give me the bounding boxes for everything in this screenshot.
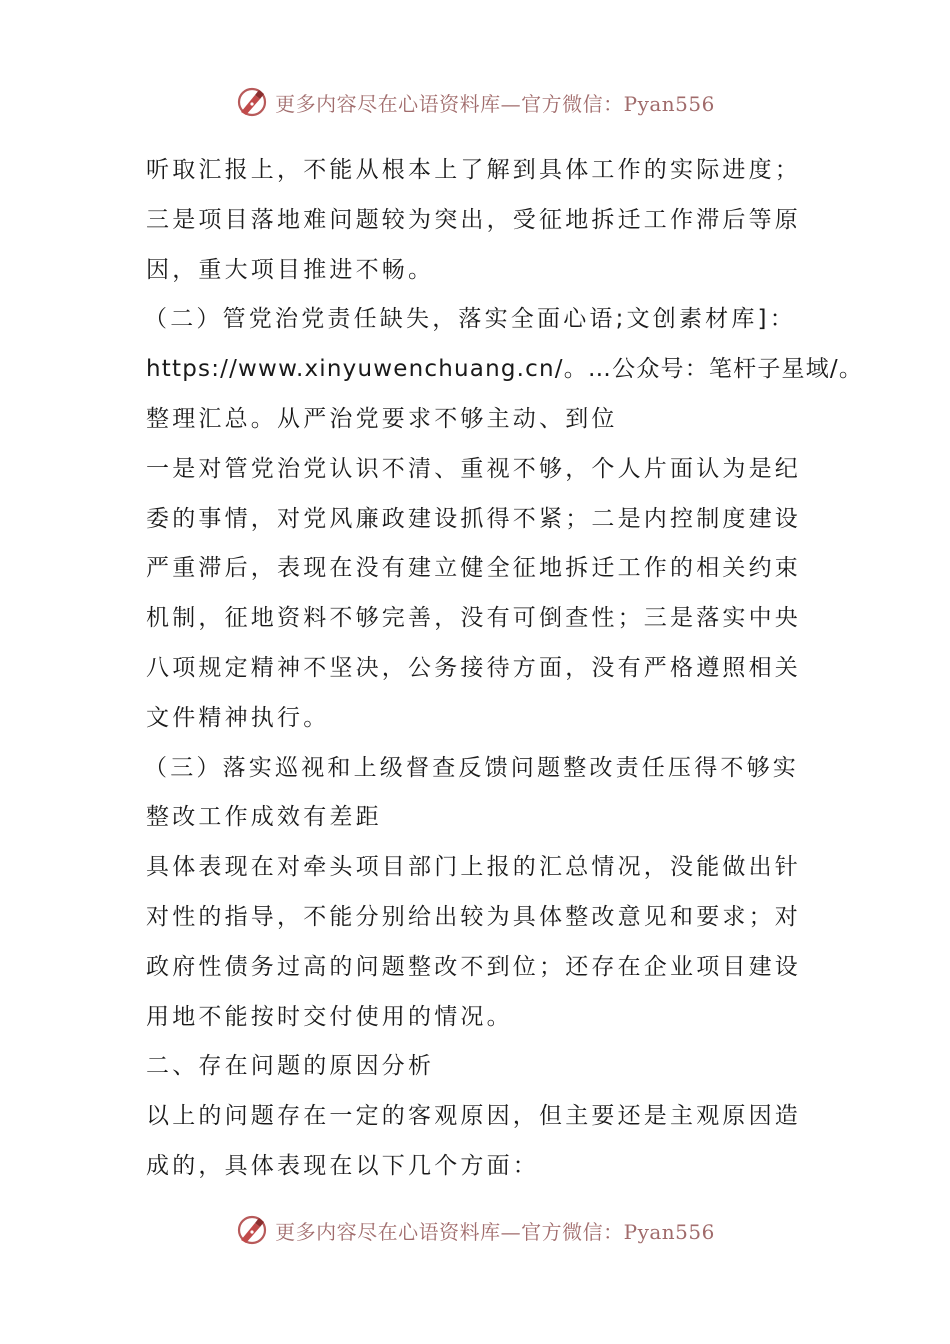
body-line: 用地不能按时交付使用的情况。 — [146, 1003, 513, 1030]
body-line: 具体表现在对牵头项目部门上报的汇总情况，没能做出针 — [146, 854, 801, 881]
body-line: 委的事情，对党风廉政建设抓得不紧；二是内控制度建设 — [146, 505, 801, 532]
body-line: 严重滞后，表现在没有建立健全征地拆迁工作的相关约束 — [146, 555, 801, 582]
body-line: 文件精神执行。 — [146, 704, 330, 731]
section-heading: 二、存在问题的原因分析 — [146, 1053, 435, 1080]
pen-nib-logo-icon — [235, 85, 269, 119]
body-line: 三是项目落地难问题较为突出，受征地拆迁工作滞后等原 — [146, 206, 801, 233]
body-line-link: https://www.xinyuwenchuang.cn/。…公众号：笔杆子星域/。 — [146, 356, 864, 383]
body-line: 整理汇总。从严治党要求不够主动、到位 — [146, 405, 618, 432]
body-line: 对性的指导，不能分别给出较为具体整改意见和要求；对 — [146, 903, 801, 930]
body-line: 机制，征地资料不够完善，没有可倒查性；三是落实中央 — [146, 605, 801, 632]
section-heading: （三）落实巡视和上级督查反馈问题整改责任压得不够实 — [144, 754, 799, 781]
body-line: 以上的问题存在一定的客观原因，但主要还是主观原因造 — [146, 1103, 801, 1130]
footer-watermark-banner — [0, 1210, 950, 1250]
header-watermark-banner — [0, 82, 950, 122]
body-line: 听取汇报上，不能从根本上了解到具体工作的实际进度； — [146, 157, 801, 183]
watermark-text: 更多内容尽在心语资料库—官方微信：Pyan556 — [275, 91, 715, 116]
body-line: 八项规定精神不坚决，公务接待方面，没有严格遵照相关 — [146, 654, 801, 681]
body-line: 因，重大项目推进不畅。 — [146, 256, 435, 283]
body-line: 一是对管党治党认识不清、重视不够，个人片面认为是纪 — [146, 455, 801, 482]
document-body — [144, 146, 864, 1192]
body-line: 成的，具体表现在以下几个方面： — [146, 1152, 539, 1179]
watermark-text: 更多内容尽在心语资料库—官方微信：Pyan556 — [275, 1219, 715, 1244]
pen-nib-logo-icon — [235, 1213, 269, 1247]
body-line: 整改工作成效有差距 — [146, 804, 382, 831]
body-line: 政府性债务过高的问题整改不到位；还存在企业项目建设 — [146, 953, 801, 980]
section-heading: （二）管党治党责任缺失，落实全面心语;文创素材库]： — [144, 306, 796, 333]
